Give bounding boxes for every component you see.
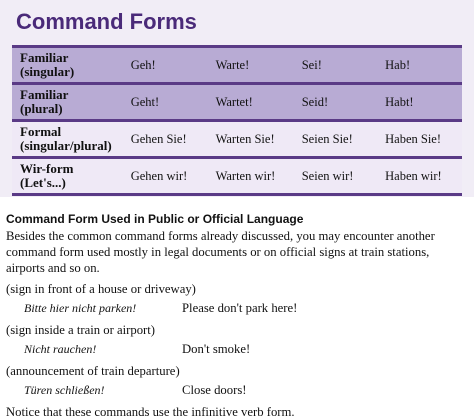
row-label-line2: (Let's...): [20, 175, 66, 190]
row-label: [12, 47, 123, 84]
table-cell: Seien wir!: [294, 158, 377, 195]
example-row: [6, 382, 468, 401]
example-row: [6, 341, 468, 360]
example-context: (sign inside a train or airport): [6, 323, 156, 337]
panel-title: Command Forms: [16, 9, 197, 34]
english-translation: Don't smoke!: [182, 342, 251, 356]
row-label-line2: (plural): [20, 101, 63, 116]
table-cell: Habt!: [377, 84, 462, 121]
table-row: [12, 84, 462, 121]
german-example: Bitte hier nicht parken!: [24, 301, 137, 315]
table-cell: Warten wir!: [208, 158, 294, 195]
row-label-line1: Familiar: [20, 50, 69, 65]
table-cell: Wartet!: [208, 84, 294, 121]
section-heading: Command Form Used in Public or Official Language: [6, 212, 304, 226]
german-example: Türen schließen!: [24, 383, 105, 397]
command-forms-panel: [0, 0, 474, 197]
table-cell: Warte!: [208, 47, 294, 84]
row-label-line2: (singular): [20, 64, 75, 79]
table-cell: Seid!: [294, 84, 377, 121]
table-cell: Warten Sie!: [208, 121, 294, 158]
row-label: [12, 158, 123, 195]
table-cell: Haben wir!: [377, 158, 462, 195]
intro-paragraph: Besides the common command forms already discussed, you may encounter another command form used mostly in legal documents or on official signs at train stations, airports and so on.: [6, 229, 435, 275]
table-cell: Haben Sie!: [377, 121, 462, 158]
table-cell: Sei!: [294, 47, 377, 84]
example-row: [6, 300, 468, 319]
example-context: (announcement of train departure): [6, 364, 180, 378]
table-cell: Gehen Sie!: [123, 121, 208, 158]
row-label-line2: (singular/plural): [20, 138, 112, 153]
english-translation: Close doors!: [182, 383, 247, 397]
table-cell: Geh!: [123, 47, 208, 84]
table-cell: Hab!: [377, 47, 462, 84]
row-label: [12, 121, 123, 158]
row-label: [12, 84, 123, 121]
table-cell: Gehen wir!: [123, 158, 208, 195]
table-row: [12, 158, 462, 195]
table-cell: Seien Sie!: [294, 121, 377, 158]
german-example: Nicht rauchen!: [24, 342, 97, 356]
table-row: [12, 47, 462, 84]
table-row: [12, 121, 462, 158]
closing-note: Notice that these commands use the infinitive verb form.: [6, 405, 295, 419]
table-cell: Geht!: [123, 84, 208, 121]
row-label-line1: Wir-form: [20, 161, 74, 176]
english-translation: Please don't park here!: [182, 301, 298, 315]
official-language-section: [6, 211, 468, 420]
row-label-line1: Familiar: [20, 87, 69, 102]
command-forms-table: [12, 45, 462, 196]
row-label-line1: Formal: [20, 124, 62, 139]
example-context: (sign in front of a house or driveway): [6, 282, 196, 296]
